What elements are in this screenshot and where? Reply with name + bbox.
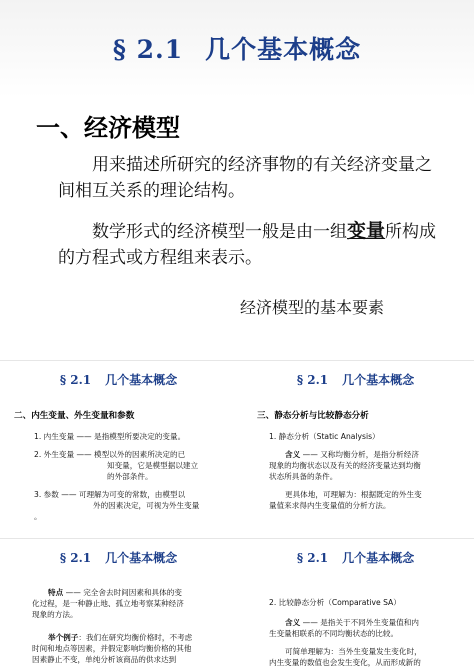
panel-title bbox=[0, 549, 237, 566]
comp-meaning-text: —— 是指关于不同外生变量值和内 bbox=[300, 618, 419, 627]
meaning-label: 含义 bbox=[285, 450, 301, 459]
heading-economic-model: 一、经济模型 bbox=[36, 114, 180, 142]
thumbnail-panel-variables bbox=[0, 360, 237, 529]
panel-heading: 二、内生变量、外生变量和参数 bbox=[14, 411, 135, 421]
paragraph-math-form bbox=[58, 218, 448, 271]
thumbnail-panel-comparative bbox=[237, 538, 474, 670]
example-text: ：我们在研究均衡价格时，不考虑 bbox=[78, 633, 193, 642]
item-example-3: 因素静止不变，单纯分析该商品的供求达到 bbox=[32, 655, 177, 664]
para2-text-b: 所构成的方程式或方程组来表示。 bbox=[58, 222, 437, 268]
item-comp-simple-2: 内生变量的数值也会发生变化，从而形成新的 bbox=[269, 658, 421, 667]
item-specific-2: 量值来求得内生变量值的分析方法。 bbox=[269, 501, 391, 510]
item-comp-meaning-2: 生变量相联系的不同均衡状态的比较。 bbox=[269, 629, 399, 638]
panel-section-title: 几个基本概念 bbox=[105, 551, 178, 565]
item-example-2: 时间和地点等因素，并假定影响均衡价格的其他 bbox=[32, 644, 192, 653]
panel-section-title: 几个基本概念 bbox=[342, 551, 415, 565]
item-meaning-3: 状态所具备的条件。 bbox=[269, 472, 338, 481]
panel-title bbox=[237, 549, 474, 566]
comp-meaning-label: 含义 bbox=[285, 618, 301, 627]
feature-text: —— 完全舍去时间因素和具体的变 bbox=[63, 588, 182, 597]
panel-section-number: § 2.1 bbox=[59, 551, 92, 565]
item-comp-simple-1: 可简单理解为：当外生变量发生变化时， bbox=[285, 647, 422, 656]
panel-section-number: § 2.1 bbox=[296, 551, 329, 565]
section-title: 几个基本概念 bbox=[205, 35, 362, 64]
item-parameter-2: 外的因素决定，可视为外生变量 bbox=[93, 501, 200, 510]
section-number: § 2.1 bbox=[112, 35, 184, 64]
feature-label: 特点 bbox=[48, 588, 64, 597]
item-meaning-1 bbox=[285, 449, 419, 461]
item-specific-1: 更具体地，可理解为：根据既定的外生变 bbox=[285, 490, 422, 499]
para2-text-a: 数学形式的经济模型一般是由一组 bbox=[92, 222, 347, 242]
meaning-text: —— 又称均衡分析，是指分析经济 bbox=[300, 450, 419, 459]
item-exogenous-1: 2. 外生变量 —— 模型以外的因素所决定的已 bbox=[34, 450, 186, 459]
panel-section-title: 几个基本概念 bbox=[342, 373, 415, 387]
item-comparative-sa: 2. 比较静态分析（Comparative SA） bbox=[269, 598, 401, 607]
panel-section-number: § 2.1 bbox=[296, 373, 329, 387]
thumbnail-panel-static-analysis bbox=[237, 360, 474, 529]
item-feature-3: 现象的方法。 bbox=[32, 610, 78, 619]
item-feature-2: 化过程，是一种静止地、孤立地考察某种经济 bbox=[32, 599, 184, 608]
panel-title bbox=[237, 371, 474, 388]
panel-section-title: 几个基本概念 bbox=[105, 373, 178, 387]
item-feature-1 bbox=[48, 587, 182, 599]
item-exogenous-2: 知变量，它是模型据以建立 bbox=[107, 461, 199, 470]
item-endogenous: 1. 内生变量 —— 是指模型所要决定的变量。 bbox=[34, 432, 186, 441]
basic-elements-label: 经济模型的基本要素 bbox=[240, 298, 385, 317]
panel-heading: 三、静态分析与比较静态分析 bbox=[257, 411, 369, 421]
item-example-1 bbox=[48, 632, 192, 644]
paragraph-definition: 用来描述所研究的经济事物的有关经济变量之间相互关系的理论结构。 bbox=[58, 155, 432, 201]
item-meaning-2: 现象的均衡状态以及有关的经济变量达到均衡 bbox=[269, 461, 421, 470]
para2-emphasis: 变量 bbox=[347, 220, 386, 242]
item-parameter-1: 3. 参数 —— 可理解为可变的常数，由模型以 bbox=[34, 490, 186, 499]
example-label: 举个例子 bbox=[48, 633, 79, 642]
panel-section-number: § 2.1 bbox=[59, 373, 92, 387]
item-exogenous-3: 的外部条件。 bbox=[107, 472, 153, 481]
item-parameter-3: 。 bbox=[34, 512, 42, 521]
item-comp-meaning-1 bbox=[285, 617, 419, 629]
slide-title bbox=[0, 30, 474, 66]
item-static-analysis: 1. 静态分析（Static Analysis） bbox=[269, 432, 380, 441]
panel-title bbox=[0, 371, 237, 388]
thumbnail-panel-features bbox=[0, 538, 237, 670]
